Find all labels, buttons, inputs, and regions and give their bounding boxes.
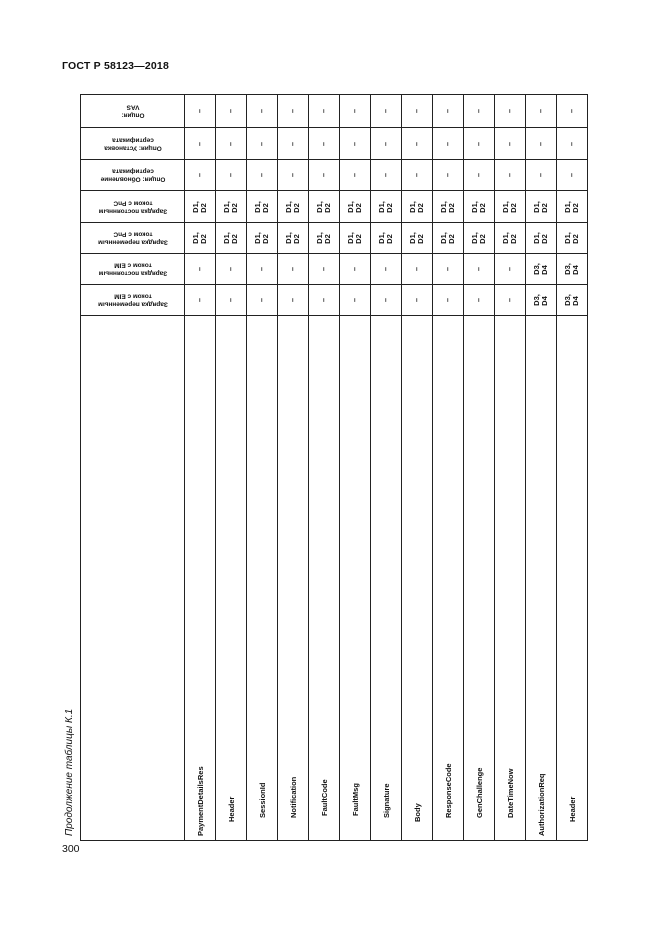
column-header-label: Зарядка переменным током с EIM	[97, 293, 168, 308]
cell-value: –	[288, 297, 297, 303]
table-cell	[402, 285, 433, 316]
element-name: FaultMsg	[351, 783, 360, 816]
cell-value: D1, D2	[191, 232, 208, 244]
table-cell	[185, 223, 216, 254]
cell-value: –	[350, 172, 359, 178]
cell-value: –	[567, 108, 576, 114]
column-header-cell	[81, 128, 185, 160]
table-cell	[402, 223, 433, 254]
table-cell	[247, 254, 278, 285]
table-cell	[278, 160, 309, 191]
cell-value: –	[195, 108, 204, 114]
cell-value: D1, D2	[563, 200, 580, 213]
table-cell	[340, 254, 371, 285]
cell-value: –	[536, 172, 545, 178]
table-cell	[371, 254, 402, 285]
cell-value: D1, D2	[253, 200, 270, 213]
cell-value: –	[319, 108, 328, 114]
cell-value: –	[381, 141, 390, 146]
table-cell	[526, 285, 557, 316]
table-continuation-caption: Продолжение таблицы К.1	[64, 708, 75, 836]
cell-value: –	[412, 172, 421, 178]
table-cell	[216, 254, 247, 285]
cell-value: –	[381, 172, 390, 178]
cell-value: –	[288, 141, 297, 146]
column-header-cell	[81, 160, 185, 191]
element-name: Signature	[382, 783, 391, 818]
cell-value: –	[505, 172, 514, 178]
element-name-cell	[216, 316, 247, 841]
element-name: PaymentDetailsRes	[196, 766, 205, 836]
table-cell	[526, 191, 557, 223]
table-cell	[340, 285, 371, 316]
cell-value: –	[257, 266, 266, 272]
cell-value: –	[350, 266, 359, 272]
table-cell	[371, 160, 402, 191]
cell-value: –	[257, 108, 266, 114]
cell-value: –	[195, 141, 204, 146]
cell-value: D1, D2	[470, 232, 487, 244]
table-cell	[340, 128, 371, 160]
element-name: AuthorizationReq	[537, 773, 546, 836]
cell-value: D1, D2	[284, 200, 301, 213]
table-cell	[402, 191, 433, 223]
cell-value: –	[412, 266, 421, 272]
cell-value: –	[257, 297, 266, 303]
table-cell	[557, 160, 588, 191]
column-header-label: Зарядка переменным током с PnC	[97, 231, 168, 246]
cell-value: D1, D2	[470, 200, 487, 213]
cell-value: D1, D2	[377, 232, 394, 244]
table-cell	[185, 254, 216, 285]
cell-value: –	[319, 172, 328, 178]
table-cell	[557, 254, 588, 285]
table-cell	[495, 191, 526, 223]
table-cell	[216, 223, 247, 254]
cell-value: D1, D2	[408, 232, 425, 244]
table-cell	[278, 254, 309, 285]
table-cell	[433, 285, 464, 316]
cell-value: D1, D2	[563, 232, 580, 244]
cell-value: D1, D2	[315, 232, 332, 244]
cell-value: D1, D2	[439, 200, 456, 213]
cell-value: –	[443, 141, 452, 146]
table-cell	[495, 254, 526, 285]
cell-value: D1, D2	[439, 232, 456, 244]
cell-value: –	[350, 108, 359, 114]
table-row	[81, 223, 588, 254]
cell-value: –	[567, 172, 576, 178]
table-cell	[557, 285, 588, 316]
table-row	[81, 160, 588, 191]
cell-value: D1, D2	[346, 232, 363, 244]
cell-value: –	[474, 297, 483, 303]
table-cell	[247, 285, 278, 316]
cell-value: –	[505, 108, 514, 114]
cell-value: –	[350, 297, 359, 303]
element-name: SessionId	[258, 782, 267, 818]
table-row	[81, 191, 588, 223]
table-cell	[216, 285, 247, 316]
table-cell	[247, 191, 278, 223]
cell-value: –	[536, 108, 545, 114]
table-row	[81, 254, 588, 285]
cell-value: D1, D2	[222, 232, 239, 244]
table-cell	[309, 254, 340, 285]
table-cell	[495, 223, 526, 254]
table-cell	[340, 223, 371, 254]
table-cell	[247, 160, 278, 191]
cell-value: –	[195, 297, 204, 303]
table-cell	[278, 223, 309, 254]
table-cell	[433, 95, 464, 128]
cell-value: –	[381, 108, 390, 114]
cell-value: D1, D2	[501, 200, 518, 213]
table-cell	[371, 191, 402, 223]
element-name-cell	[309, 316, 340, 841]
element-name-cell	[464, 316, 495, 841]
table-cell	[309, 191, 340, 223]
column-header-cell	[81, 223, 185, 254]
element-name-row	[81, 316, 588, 841]
cell-value: –	[350, 141, 359, 146]
element-name-cell	[278, 316, 309, 841]
table-cell	[402, 128, 433, 160]
table-cell	[371, 128, 402, 160]
element-name-cell	[340, 316, 371, 841]
table-cell	[433, 160, 464, 191]
cell-value: –	[319, 141, 328, 146]
cell-value: –	[288, 172, 297, 178]
cell-value: –	[443, 266, 452, 272]
table-cell	[340, 160, 371, 191]
element-name-cell	[247, 316, 278, 841]
table-cell	[185, 160, 216, 191]
column-header-label: Опция: VAS	[121, 104, 144, 119]
table-cell	[216, 95, 247, 128]
cell-value: D3, D4	[532, 263, 549, 275]
table-cell	[371, 95, 402, 128]
table-cell	[340, 191, 371, 223]
table-cell	[557, 95, 588, 128]
table-cell	[309, 285, 340, 316]
page-number: 300	[62, 843, 80, 855]
table-cell	[557, 223, 588, 254]
cell-value: D1, D2	[377, 200, 394, 213]
table-cell	[464, 285, 495, 316]
table-row	[81, 128, 588, 160]
cell-value: D3, D4	[563, 263, 580, 275]
table-cell	[526, 95, 557, 128]
element-name-cell	[526, 316, 557, 841]
cell-value: D1, D2	[253, 232, 270, 244]
element-name-cell	[495, 316, 526, 841]
table-cell	[495, 128, 526, 160]
table-cell	[309, 223, 340, 254]
table-cell	[216, 128, 247, 160]
cell-value: –	[381, 297, 390, 303]
cell-value: D1, D2	[501, 232, 518, 244]
table-cell	[557, 191, 588, 223]
element-name-cell	[402, 316, 433, 841]
table-cell	[526, 254, 557, 285]
cell-value: –	[474, 141, 483, 146]
table-cell	[309, 128, 340, 160]
cell-value: –	[505, 141, 514, 146]
element-name: ResponseCode	[444, 763, 453, 818]
element-name-cell	[433, 316, 464, 841]
table-cell	[464, 95, 495, 128]
column-header-cell	[81, 285, 185, 316]
table-cell	[278, 95, 309, 128]
cell-value: –	[443, 297, 452, 303]
cell-value: –	[226, 108, 235, 114]
cell-value: D1, D2	[315, 200, 332, 213]
table-cell	[402, 160, 433, 191]
cell-value: –	[412, 108, 421, 114]
cell-value: –	[474, 266, 483, 272]
column-header-cell	[81, 95, 185, 128]
document-header: ГОСТ Р 58123—2018	[62, 60, 170, 72]
cell-value: –	[536, 141, 545, 146]
table-cell	[309, 160, 340, 191]
cell-value: D1, D2	[532, 232, 549, 244]
table-cell	[247, 95, 278, 128]
element-name: Header	[227, 796, 236, 822]
column-header-label: Опция: Обновление сертификата	[100, 168, 165, 183]
data-table	[80, 94, 588, 841]
table-cell	[495, 95, 526, 128]
table-cell	[526, 223, 557, 254]
table-cell	[185, 285, 216, 316]
element-name: Notification	[289, 776, 298, 818]
header-corner-cell	[81, 316, 185, 841]
cell-value: –	[257, 172, 266, 178]
cell-value: –	[226, 266, 235, 272]
table-row	[81, 285, 588, 316]
element-name: FaultCode	[320, 779, 329, 816]
table-cell	[247, 128, 278, 160]
cell-value: D1, D2	[222, 200, 239, 213]
table-cell	[278, 191, 309, 223]
element-name-cell	[371, 316, 402, 841]
table-cell	[340, 95, 371, 128]
table-cell	[495, 160, 526, 191]
cell-value: D3, D4	[532, 294, 549, 306]
cell-value: D1, D2	[408, 200, 425, 213]
cell-value: –	[288, 108, 297, 114]
cell-value: –	[505, 297, 514, 303]
column-header-cell	[81, 254, 185, 285]
table-cell	[402, 254, 433, 285]
cell-value: –	[195, 172, 204, 178]
cell-value: –	[226, 297, 235, 303]
table-cell	[185, 128, 216, 160]
cell-value: –	[443, 108, 452, 114]
cell-value: –	[567, 141, 576, 146]
column-header-label: Опция: Установка сертификата	[103, 136, 162, 151]
table-cell	[247, 223, 278, 254]
table-cell	[433, 223, 464, 254]
element-name-cell	[185, 316, 216, 841]
table-cell	[464, 223, 495, 254]
cell-value: –	[257, 141, 266, 146]
column-header-label: Зарядка постоянным током с PnC	[98, 199, 167, 214]
cell-value: –	[474, 108, 483, 114]
cell-value: –	[474, 172, 483, 178]
cell-value: D1, D2	[284, 232, 301, 244]
table-cell	[464, 160, 495, 191]
table-cell	[433, 254, 464, 285]
table-cell	[371, 223, 402, 254]
cell-value: D1, D2	[191, 200, 208, 213]
cell-value: –	[288, 266, 297, 272]
element-name: Body	[413, 803, 422, 822]
table-row	[81, 95, 588, 128]
cell-value: –	[319, 266, 328, 272]
table-cell	[185, 95, 216, 128]
element-name: DateTimeNow	[506, 768, 515, 818]
table-cell	[526, 128, 557, 160]
element-name-cell	[557, 316, 588, 841]
table-cell	[433, 191, 464, 223]
cell-value: –	[381, 266, 390, 272]
table-cell	[464, 128, 495, 160]
column-header-cell	[81, 191, 185, 223]
element-name: Header	[568, 796, 577, 822]
cell-value: D3, D4	[563, 294, 580, 306]
cell-value: –	[443, 172, 452, 178]
table-cell	[185, 191, 216, 223]
column-header-label: Зарядка постоянным током с EIM	[98, 262, 167, 277]
cell-value: D1, D2	[346, 200, 363, 213]
table-cell	[278, 285, 309, 316]
table-cell	[402, 95, 433, 128]
table-cell	[278, 128, 309, 160]
table-cell	[216, 160, 247, 191]
cell-value: –	[226, 141, 235, 146]
table-cell	[433, 128, 464, 160]
cell-value: –	[505, 266, 514, 272]
table-cell	[526, 160, 557, 191]
table-cell	[216, 191, 247, 223]
table-cell	[464, 254, 495, 285]
table-cell	[464, 191, 495, 223]
cell-value: –	[412, 141, 421, 146]
element-name: GenChallenge	[475, 767, 484, 818]
cell-value: –	[412, 297, 421, 303]
table-cell	[557, 128, 588, 160]
table-cell	[495, 285, 526, 316]
cell-value: D1, D2	[532, 200, 549, 213]
table-cell	[309, 95, 340, 128]
cell-value: –	[226, 172, 235, 178]
table-cell	[371, 285, 402, 316]
cell-value: –	[195, 266, 204, 272]
cell-value: –	[319, 297, 328, 303]
